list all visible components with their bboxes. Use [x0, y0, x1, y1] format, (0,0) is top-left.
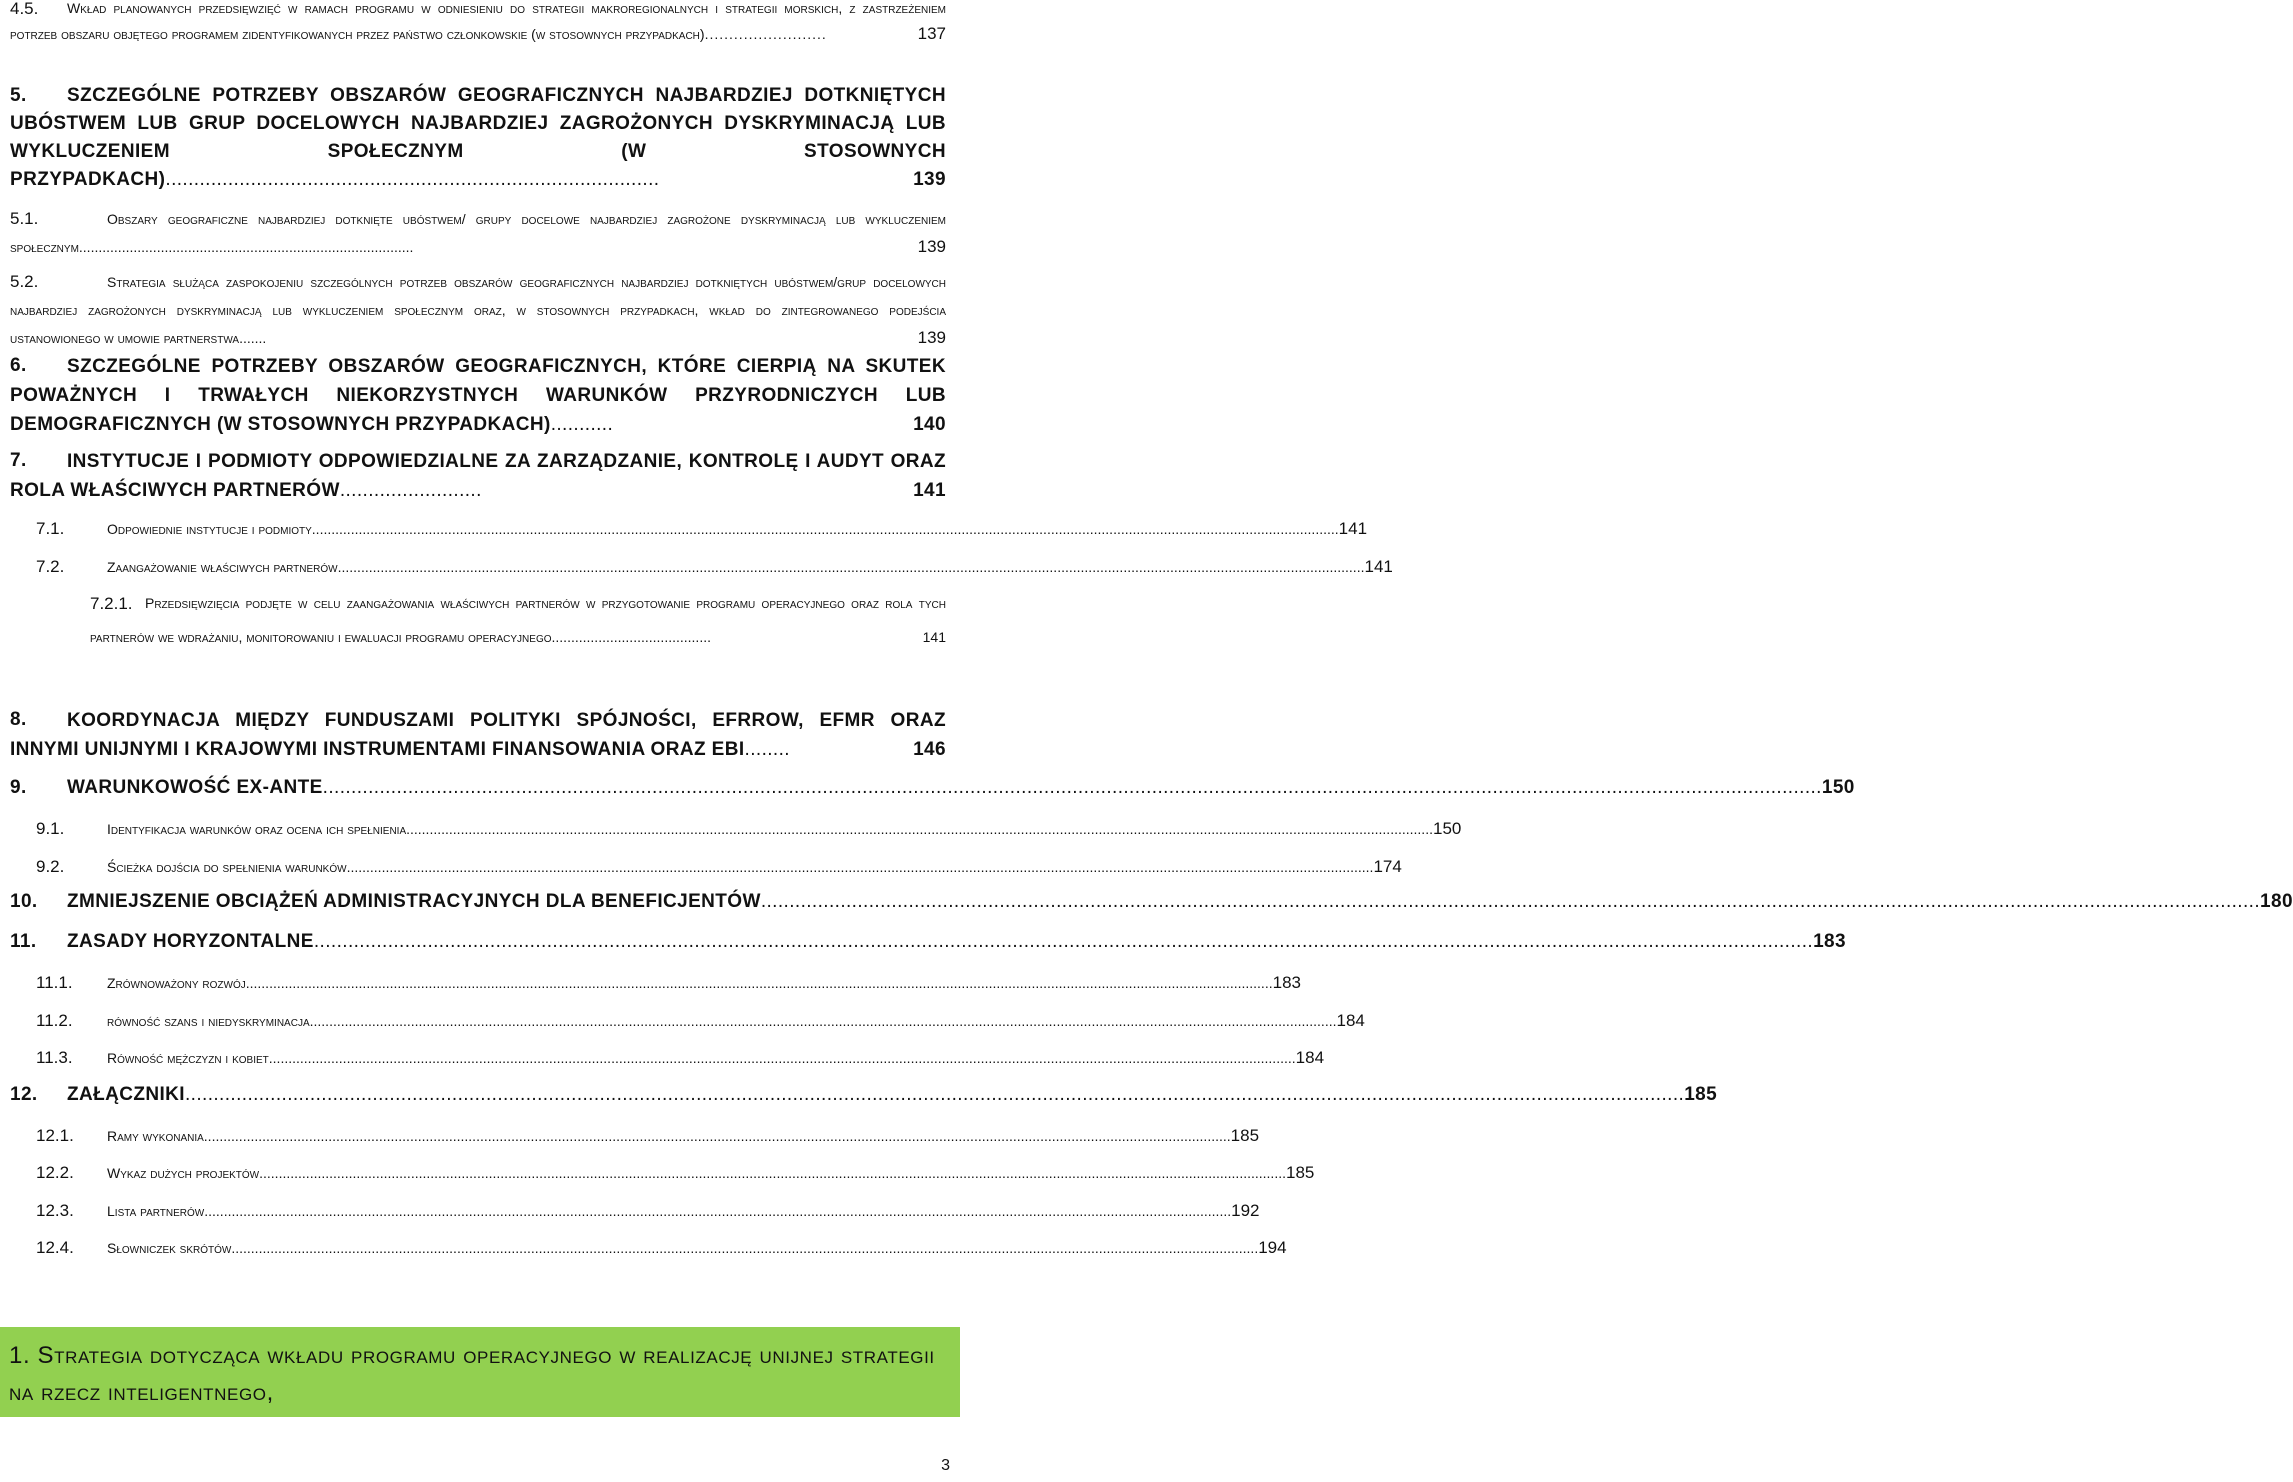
toc-page: 184 — [1295, 1048, 1325, 1067]
toc-number: 9. — [10, 777, 27, 798]
toc-title: WARUNKOWOŚĆ EX-ANTE — [67, 777, 323, 798]
toc-entry-12-4[interactable] — [10, 1234, 1287, 1262]
toc-title: Równość mężczyzn i kobiet — [107, 1050, 269, 1066]
toc-page: 180 — [2260, 891, 2293, 912]
toc-page: 194 — [1258, 1238, 1287, 1257]
toc-entry-11[interactable] — [10, 928, 1846, 956]
toc-number: 7.2. — [36, 557, 65, 576]
toc-number: 10. — [10, 891, 38, 912]
toc-page: 137 — [917, 24, 946, 43]
toc-number: 7.1. — [36, 519, 65, 538]
chapter-heading-banner — [0, 1327, 960, 1417]
toc-page: 141 — [1338, 519, 1368, 538]
toc-number: 11.1. — [36, 973, 73, 992]
toc-title: SZCZEGÓLNE POTRZEBY OBSZARÓW GEOGRAFICZNYCH NAJBARDZIEJ DOTKNIĘTYCH UBÓSTWEM LUB GRUP DOCELOWYCH NAJBARDZIEJ ZAGROŻONYCH DYSKRYMINACJĄ LUB WYKLUCZENIEM SPOŁECZNYM (W STOSOWNYCH PRZYPADKACH) — [10, 85, 946, 190]
toc-number: 8. — [10, 709, 27, 730]
toc-entry-11-1[interactable] — [10, 969, 1301, 997]
toc-page: 146 — [913, 739, 946, 760]
toc-page: 140 — [913, 414, 946, 435]
toc-entry-5[interactable]: 5. SZCZEGÓLNE POTRZEBY OBSZARÓW GEOGRAFICZNYCH NAJBARDZIEJ DOTKNIĘTYCH UBÓSTWEM LUB GRUP DOCELOWYCH NAJBARDZIEJ ZAGROŻONYCH DYSKRYMINACJĄ LUB WYKLUCZENIEM SPOŁECZNYM (W STOSOWNYCH PRZYPADKACH)....................................................................................... 139 — [10, 82, 946, 197]
toc-number: 5. — [10, 85, 27, 106]
toc-number: 4.5. — [10, 0, 39, 18]
toc-entry-11-2[interactable] — [10, 1007, 1365, 1035]
toc-title: Zaangażowanie właściwych partnerów — [107, 559, 338, 575]
toc-page: 141 — [913, 480, 946, 501]
toc-title: Obszary geograficzne najbardziej dotknięte ubóstwem/ grupy docelowe najbardziej zagrożone dyskryminacją lub wykluczeniem społecznym — [10, 211, 946, 255]
toc-title: Słowniczek skrótów — [107, 1240, 232, 1256]
toc-page: 185 — [1286, 1163, 1315, 1182]
toc-title: Wykaz dużych projektów — [107, 1165, 260, 1181]
toc-page: 184 — [1336, 1011, 1365, 1030]
toc-entry-9[interactable] — [10, 774, 1855, 802]
toc-page: 139 — [913, 169, 946, 190]
toc-number: 12.4. — [36, 1238, 74, 1257]
toc-title: INSTYTUCJE I PODMIOTY ODPOWIEDZIALNE ZA ZARZĄDZANIE, KONTROLĘ I AUDYT ORAZ ROLA WŁAŚCIWYCH PARTNERÓW — [10, 451, 946, 501]
toc-entry-12-1[interactable] — [10, 1122, 1260, 1150]
toc-entry-7-1[interactable] — [10, 515, 1368, 543]
toc-entry-10[interactable] — [10, 888, 2293, 916]
page-number: 3 — [941, 1457, 950, 1474]
toc-title: SZCZEGÓLNE POTRZEBY OBSZARÓW GEOGRAFICZNYCH, KTÓRE CIERPIĄ NA SKUTEK POWAŻNYCH I TRWAŁYCH NIEKORZYSTNYCH WARUNKÓW PRZYRODNICZYCH LUB DEMOGRAFICZNYCH (W STOSOWNYCH PRZYPADKACH) — [10, 356, 946, 435]
toc-title: Ścieżka dojścia do spełnienia warunków — [107, 859, 347, 875]
toc-entry-9-1[interactable] — [10, 815, 1462, 843]
toc-page: 183 — [1272, 973, 1301, 992]
toc-title: Wkład planowanych przedsięwzięć w ramach programu w odniesieniu do strategii makroregionalnych i strategii morskich, z zastrzeżeniem potrzeb obszaru objętego programem zidentyfikowanych przez państwo członkowskie (w stosownych przypadkach) — [10, 0, 946, 42]
toc-number: 12.2. — [36, 1163, 74, 1182]
toc-title: ZMNIEJSZENIE OBCIĄŻEŃ ADMINISTRACYJNYCH DLA BENEFICJENTÓW — [67, 891, 761, 912]
toc-title: Lista partnerów — [107, 1203, 205, 1219]
toc-entry-5-2[interactable]: 5.2. Strategia służąca zaspokojeniu szczególnych potrzeb obszarów geograficznych najbardziej dotkniętych ubóstwem/grup docelowych najbardziej zagrożonych dyskryminacją lub wykluczeniem społecznym oraz, w stosownych przypadkach, wkład do zintegrowanego podejścia ustanowionego w umowie partnerstwa....... 139 — [10, 268, 946, 348]
toc-number: 12.1. — [36, 1126, 74, 1145]
toc-number: 11. — [10, 931, 37, 952]
toc-entry-5-1[interactable]: 5.1. Obszary geograficzne najbardziej dotknięte ubóstwem/ grupy docelowe najbardziej zagrożone dyskryminacją lub wykluczeniem społecznym...................................................................................... 139 — [10, 205, 946, 260]
toc-title: KOORDYNACJA MIĘDZY FUNDUSZAMI POLITYKI SPÓJNOŚCI, EFRROW, EFMR ORAZ INNYMI UNIJNYMI I KRAJOWYMI INSTRUMENTAMI FINANSOWANIA ORAZ EBI — [10, 710, 946, 760]
toc-title: Ramy wykonania — [107, 1128, 204, 1144]
toc-number: 7.2.1. — [90, 594, 133, 613]
toc-number: 11.2. — [36, 1011, 73, 1030]
toc-page: 183 — [1813, 931, 1846, 952]
toc-entry-8[interactable]: 8. KOORDYNACJA MIĘDZY FUNDUSZAMI POLITYKI SPÓJNOŚCI, EFRROW, EFMR ORAZ INNYMI UNIJNYMI I KRAJOWYMI INSTRUMENTAMI FINANSOWANIA ORAZ EBI........ 146 — [10, 706, 946, 766]
toc-page: 185 — [1684, 1084, 1718, 1105]
toc-number: 12.3. — [36, 1201, 74, 1220]
toc-page: 185 — [1230, 1126, 1260, 1145]
toc-number: 7. — [10, 450, 27, 471]
toc-page: 150 — [1432, 819, 1462, 838]
toc-title: ZASADY HORYZONTALNE — [67, 931, 314, 952]
toc-entry-7-2-1[interactable]: 7.2.1. Przedsięwzięcia podjęte w celu zaangażowania właściwych partnerów w przygotowanie programu operacyjnego oraz rola tych partnerów we wdrażaniu, monitorowaniu i ewaluacji programu operacyjnego......................................... 141 — [10, 586, 946, 686]
toc-entry-12-2[interactable] — [10, 1159, 1315, 1187]
toc-title: Strategia służąca zaspokojeniu szczególnych potrzeb obszarów geograficznych najbardziej dotkniętych ubóstwem/grup docelowych najbardziej zagrożonych dyskryminacją lub wykluczeniem społecznym oraz, w stosownych przypadkach, wkład do zintegrowanego podejścia ustanowionego w umowie partnerstwa — [10, 274, 946, 346]
toc-title: ZAŁĄCZNIKI — [67, 1084, 185, 1105]
toc-page: 174 — [1373, 857, 1402, 876]
toc-number: 6. — [10, 355, 27, 376]
toc-title: Przedsięwzięcia podjęte w celu zaangażowania właściwych partnerów w przygotowanie programu operacyjnego oraz rola tych partnerów we wdrażaniu, monitorowaniu i ewaluacji programu operacyjnego — [90, 595, 946, 645]
toc-page: 141 — [922, 629, 946, 645]
toc-title: równość szans i niedyskryminacja — [107, 1013, 310, 1029]
toc-title: Odpowiednie instytucje i podmioty — [107, 521, 312, 537]
toc-number: 12. — [10, 1084, 38, 1105]
toc-number: 9.1. — [36, 819, 65, 838]
toc-entry-9-2[interactable] — [10, 853, 1402, 881]
toc-page: 150 — [1821, 777, 1855, 798]
toc-page: 139 — [917, 237, 946, 256]
toc-title: Identyfikacja warunków oraz ocena ich spełnienia — [107, 821, 407, 837]
toc-entry-12[interactable] — [10, 1081, 1718, 1109]
toc-page: 141 — [1364, 557, 1393, 576]
toc-page: 192 — [1231, 1201, 1260, 1220]
toc-entry-7[interactable]: 7. INSTYTUCJE I PODMIOTY ODPOWIEDZIALNE ZA ZARZĄDZANIE, KONTROLĘ I AUDYT ORAZ ROLA WŁAŚCIWYCH PARTNERÓW......................... 141 — [10, 447, 946, 507]
toc-entry-4-5[interactable]: 4.5. Wkład planowanych przedsięwzięć w ramach programu w odniesieniu do strategii makroregionalnych i strategii morskich, z zastrzeżeniem potrzeb obszaru objętego programem zidentyfikowanych przez państwo członkowskie (w stosownych przypadkach)......................... 137 — [10, 0, 946, 75]
toc-page: 139 — [917, 328, 946, 347]
toc-entry-7-2[interactable] — [10, 553, 1393, 581]
toc-title: Zrównoważony rozwój — [107, 975, 246, 991]
toc-number: 5.2. — [10, 272, 39, 291]
toc-entry-12-3[interactable] — [10, 1197, 1260, 1225]
toc-number: 9.2. — [36, 857, 65, 876]
chapter-heading: 1. Strategia dotycząca wkładu programu operacyjnego w realizację unijnej strategii na rzecz inteligentnego, — [9, 1342, 935, 1406]
toc-entry-6[interactable]: 6. SZCZEGÓLNE POTRZEBY OBSZARÓW GEOGRAFICZNYCH, KTÓRE CIERPIĄ NA SKUTEK POWAŻNYCH I TRWAŁYCH NIEKORZYSTNYCH WARUNKÓW PRZYRODNICZYCH LUB DEMOGRAFICZNYCH (W STOSOWNYCH PRZYPADKACH)........... 140 — [10, 352, 946, 437]
toc-number: 11.3. — [36, 1048, 73, 1067]
toc-entry-11-3[interactable] — [10, 1044, 1325, 1072]
toc-number: 5.1. — [10, 209, 39, 228]
